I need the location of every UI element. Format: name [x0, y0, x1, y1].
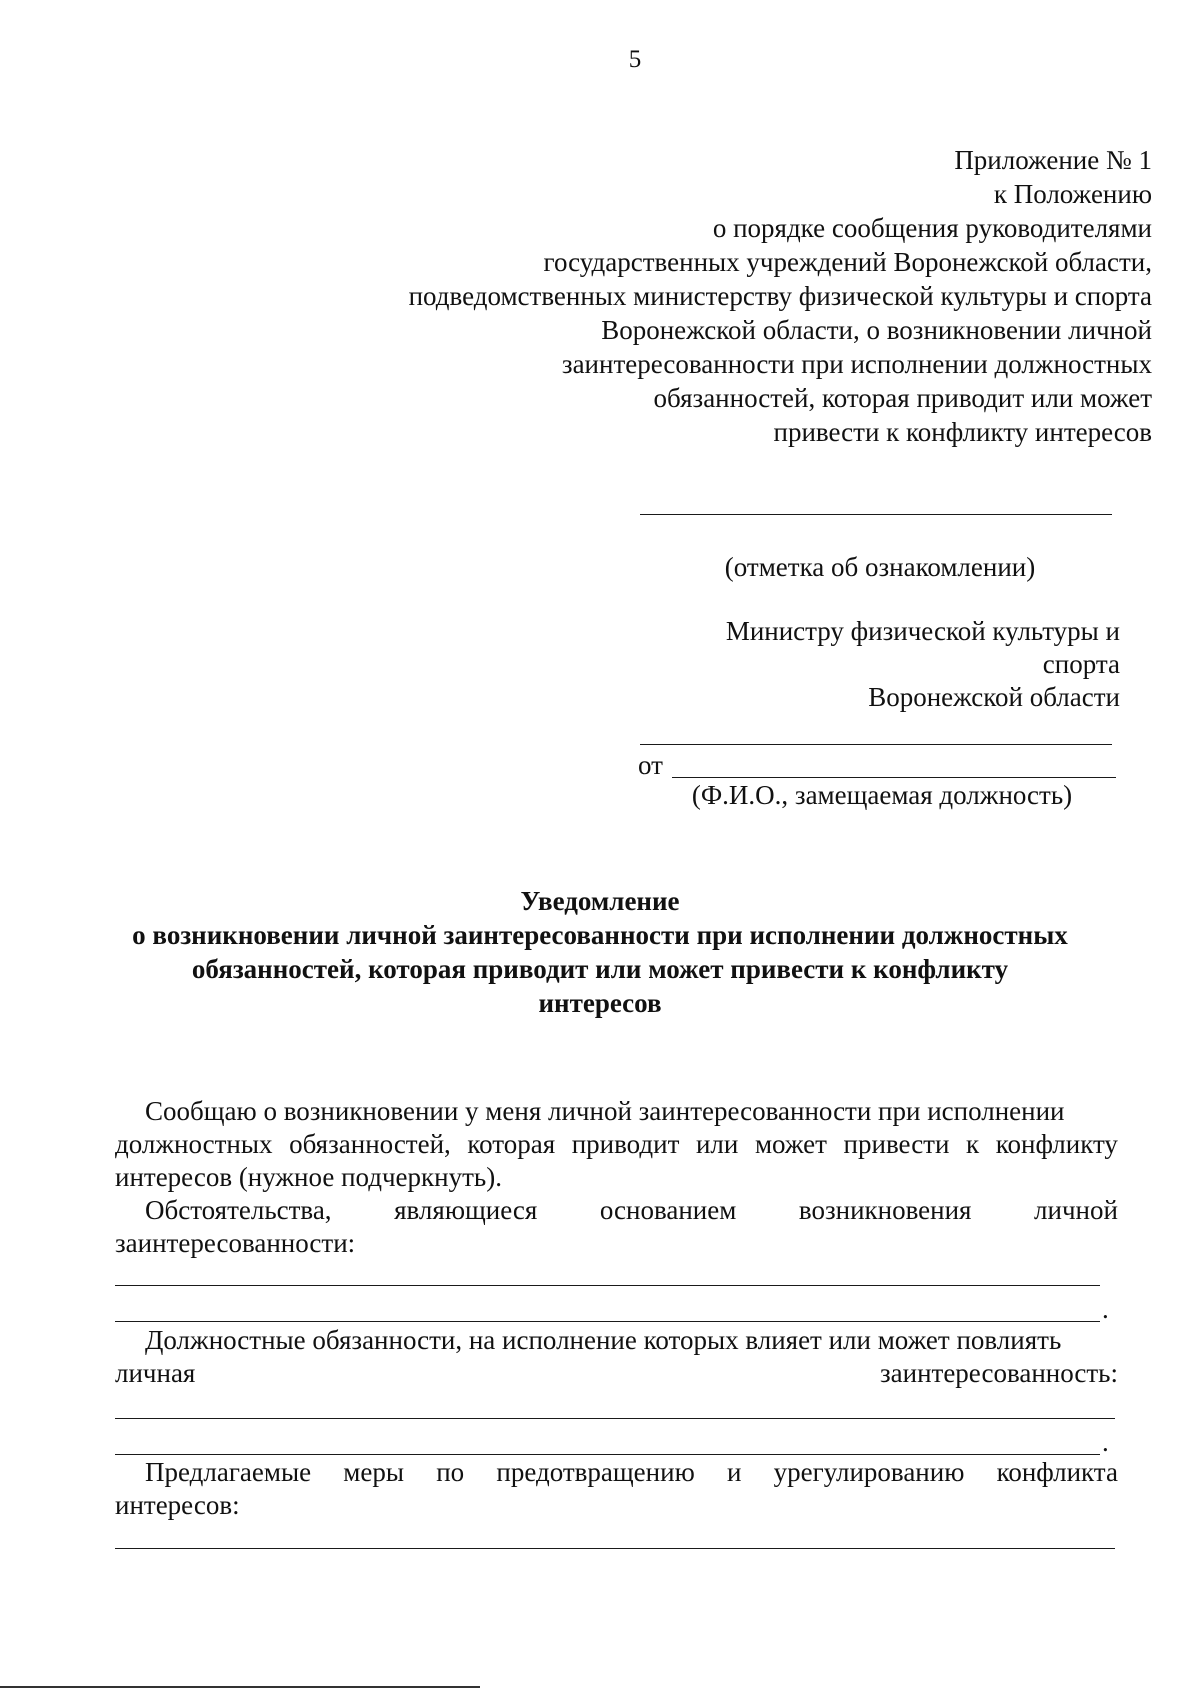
body-paragraph-3-line-2: [115, 1358, 1118, 1389]
appendix-line: к Положению: [993, 179, 1152, 209]
title-line: обязанностей, которая приводит или может привести к конфликту: [191, 954, 1009, 984]
word: которая: [467, 1129, 556, 1159]
title-line: интересов: [538, 988, 662, 1018]
title-line: Уведомление: [520, 886, 680, 916]
addressee-line-1: Министру физической культуры и: [725, 616, 1120, 646]
circumstances-blank-line-2[interactable]: [115, 1321, 1100, 1322]
word: являющиеся: [394, 1195, 538, 1225]
document-title: [100, 884, 1100, 1020]
body-text: Сообщаю о возникновении у меня личной заинтересованности при исполнении: [145, 1096, 1065, 1126]
word: личная: [115, 1358, 196, 1388]
page-number: 5: [628, 46, 642, 73]
body-paragraph-1-line-2: [115, 1129, 1118, 1160]
body-paragraph-1-line-1: [145, 1096, 1118, 1127]
acknowledgement-label: (отметка об ознакомлении): [724, 552, 1036, 582]
appendix-line: о порядке сообщения руководителями: [712, 213, 1152, 243]
word: к: [966, 1129, 980, 1159]
body-paragraph-4-line-1: [145, 1457, 1118, 1488]
measures-blank-line[interactable]: [115, 1548, 1115, 1549]
appendix-line: Воронежской области, о возникновении личной: [601, 315, 1152, 345]
body-paragraph-4-line-2: [115, 1490, 1100, 1521]
word: приводит: [571, 1129, 680, 1159]
body-text: интересов (нужное подчеркнуть).: [115, 1162, 502, 1192]
acknowledgement-signature-line[interactable]: [640, 514, 1112, 515]
circumstances-blank-line-1[interactable]: [115, 1285, 1100, 1286]
addressee-line-2: спорта: [1042, 649, 1120, 679]
word: возникновения: [798, 1195, 972, 1225]
body-paragraph-2-line-2: [115, 1228, 1100, 1259]
appendix-line: подведомственных министерству физической культуры и спорта: [408, 281, 1152, 311]
word: заинтересованность:: [879, 1358, 1118, 1388]
from-label: от: [638, 750, 663, 780]
period-mark: .: [1102, 1294, 1109, 1324]
word: личной: [1034, 1195, 1118, 1225]
appendix-line: государственных учреждений Воронежской области,: [543, 247, 1152, 277]
body-paragraph-3-line-1: [145, 1325, 1118, 1356]
word: предотвращению: [496, 1457, 695, 1487]
body-text: интересов:: [115, 1490, 240, 1520]
body-paragraph-1-line-3: [115, 1162, 1100, 1193]
word: или: [695, 1129, 739, 1159]
word: может: [754, 1129, 827, 1159]
appendix-line: обязанностей, которая приводит или может: [653, 383, 1152, 413]
word: основанием: [599, 1195, 737, 1225]
body-text: заинтересованности:: [115, 1228, 356, 1258]
duties-blank-line-2[interactable]: [115, 1454, 1100, 1455]
word: должностных: [115, 1129, 273, 1159]
body-text: Должностные обязанности, на исполнение которых влияет или может повлиять: [145, 1325, 1062, 1355]
addressee-blank-line[interactable]: [640, 744, 1112, 745]
word: Предлагаемые: [145, 1457, 312, 1487]
period-mark: .: [1102, 1427, 1109, 1457]
title-line: о возникновении личной заинтересованности при исполнении должностных: [132, 920, 1068, 950]
word: меры: [343, 1457, 405, 1487]
appendix-line: заинтересованности при исполнении должностных: [561, 349, 1152, 379]
appendix-line: привести к конфликту интересов: [773, 417, 1152, 447]
duties-blank-line-1[interactable]: [115, 1418, 1115, 1419]
word: по: [436, 1457, 465, 1487]
word: конфликта: [996, 1457, 1118, 1487]
word: привести: [843, 1129, 950, 1159]
word: конфликту: [995, 1129, 1118, 1159]
scan-edge-mark: [0, 1686, 480, 1688]
word: Обстоятельства,: [145, 1195, 332, 1225]
word: урегулированию: [773, 1457, 965, 1487]
fio-label: (Ф.И.О., замещаемая должность): [691, 780, 1073, 810]
addressee-line-3: Воронежской области: [868, 682, 1120, 712]
word: и: [726, 1457, 742, 1487]
appendix-header: [332, 143, 1152, 449]
body-paragraph-2-line-1: [145, 1195, 1118, 1226]
from-blank-line[interactable]: [672, 777, 1116, 778]
appendix-line: Приложение № 1: [954, 145, 1152, 175]
word: обязанностей,: [289, 1129, 451, 1159]
